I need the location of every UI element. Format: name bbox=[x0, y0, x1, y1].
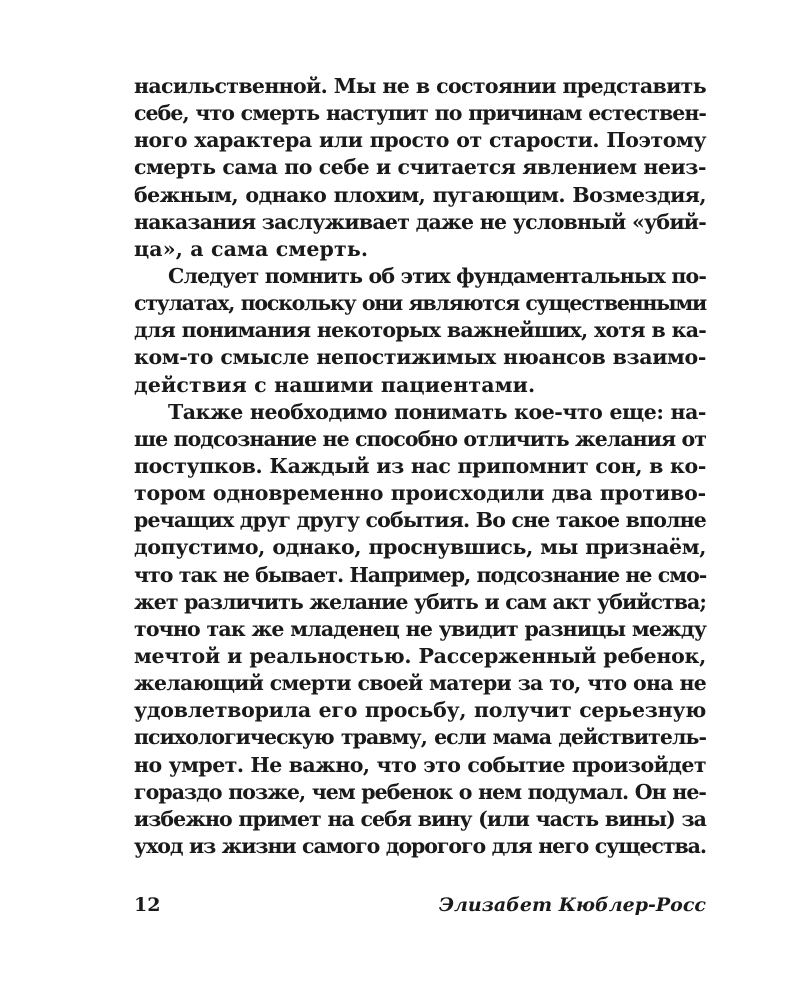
text-line: удовлетворила его просьбу, получит серьезную bbox=[134, 698, 706, 723]
text-line: желающий смерти своей матери за то, что она не bbox=[134, 671, 706, 696]
text-line: стулатах, поскольку они являются существенными bbox=[134, 291, 706, 316]
text-line: ком-то смысле непостижимых нюансов взаимо- bbox=[134, 345, 706, 370]
text-line: ного характера или просто от старости. Поэтому bbox=[134, 128, 706, 153]
text-line: бежным, однако плохим, пугающим. Возмездия, bbox=[134, 182, 706, 207]
text-line: ца», а сама смерть. bbox=[134, 236, 369, 261]
text-line: психологическую травму, если мама действитель- bbox=[134, 725, 706, 750]
text-line: ше подсознание не способно отличить желания от bbox=[134, 426, 706, 451]
text-line: жет различить желание убить и сам акт убийства; bbox=[134, 589, 706, 614]
text-line: допустимо, однако, проснувшись, мы признаём, bbox=[134, 535, 706, 560]
text-line: поступков. Каждый из нас припомнит сон, в ко- bbox=[134, 453, 706, 478]
text-line: что так не бывает. Например, подсознание не смо- bbox=[134, 562, 707, 587]
text-line: но умрет. Не важно, что это событие произойдет bbox=[134, 752, 706, 777]
text-line: мечтой и реальностью. Рассерженный ребенок, bbox=[134, 643, 706, 668]
text-line: точно так же младенец не увидит разницы между bbox=[134, 616, 706, 641]
running-head-author: Элизабет Кюблер-Росс bbox=[438, 894, 706, 916]
text-line: тором одновременно происходили два противо- bbox=[134, 481, 706, 506]
text-line: насильственной. Мы не в состоянии представить bbox=[134, 74, 706, 98]
text-line: действия с нашими пациентами. bbox=[134, 372, 536, 397]
text-line: смерть сама по себе и считается явлением неиз- bbox=[134, 155, 706, 180]
text-line: уход из жизни самого дорогого для него существа. bbox=[134, 833, 706, 858]
body-text bbox=[134, 73, 706, 860]
text-line: себе, что смерть наступит по причинам естествен- bbox=[134, 101, 706, 126]
text-line: наказания заслуживает даже не условный «убий- bbox=[134, 209, 706, 234]
page-number: 12 bbox=[134, 894, 161, 916]
text-line: речащих друг другу события. Во сне такое вполне bbox=[134, 508, 706, 533]
text-line: для понимания некоторых важнейших, хотя в ка- bbox=[134, 318, 706, 343]
text-line: Также необходимо понимать кое-что еще: на- bbox=[168, 399, 706, 424]
text-line: Следует помнить об этих фундаментальных по- bbox=[168, 263, 706, 288]
text-line: избежно примет на себя вину (или часть вины) за bbox=[134, 806, 706, 831]
text-line: гораздо позже, чем ребенок о нем подумал. Он не- bbox=[134, 779, 706, 804]
